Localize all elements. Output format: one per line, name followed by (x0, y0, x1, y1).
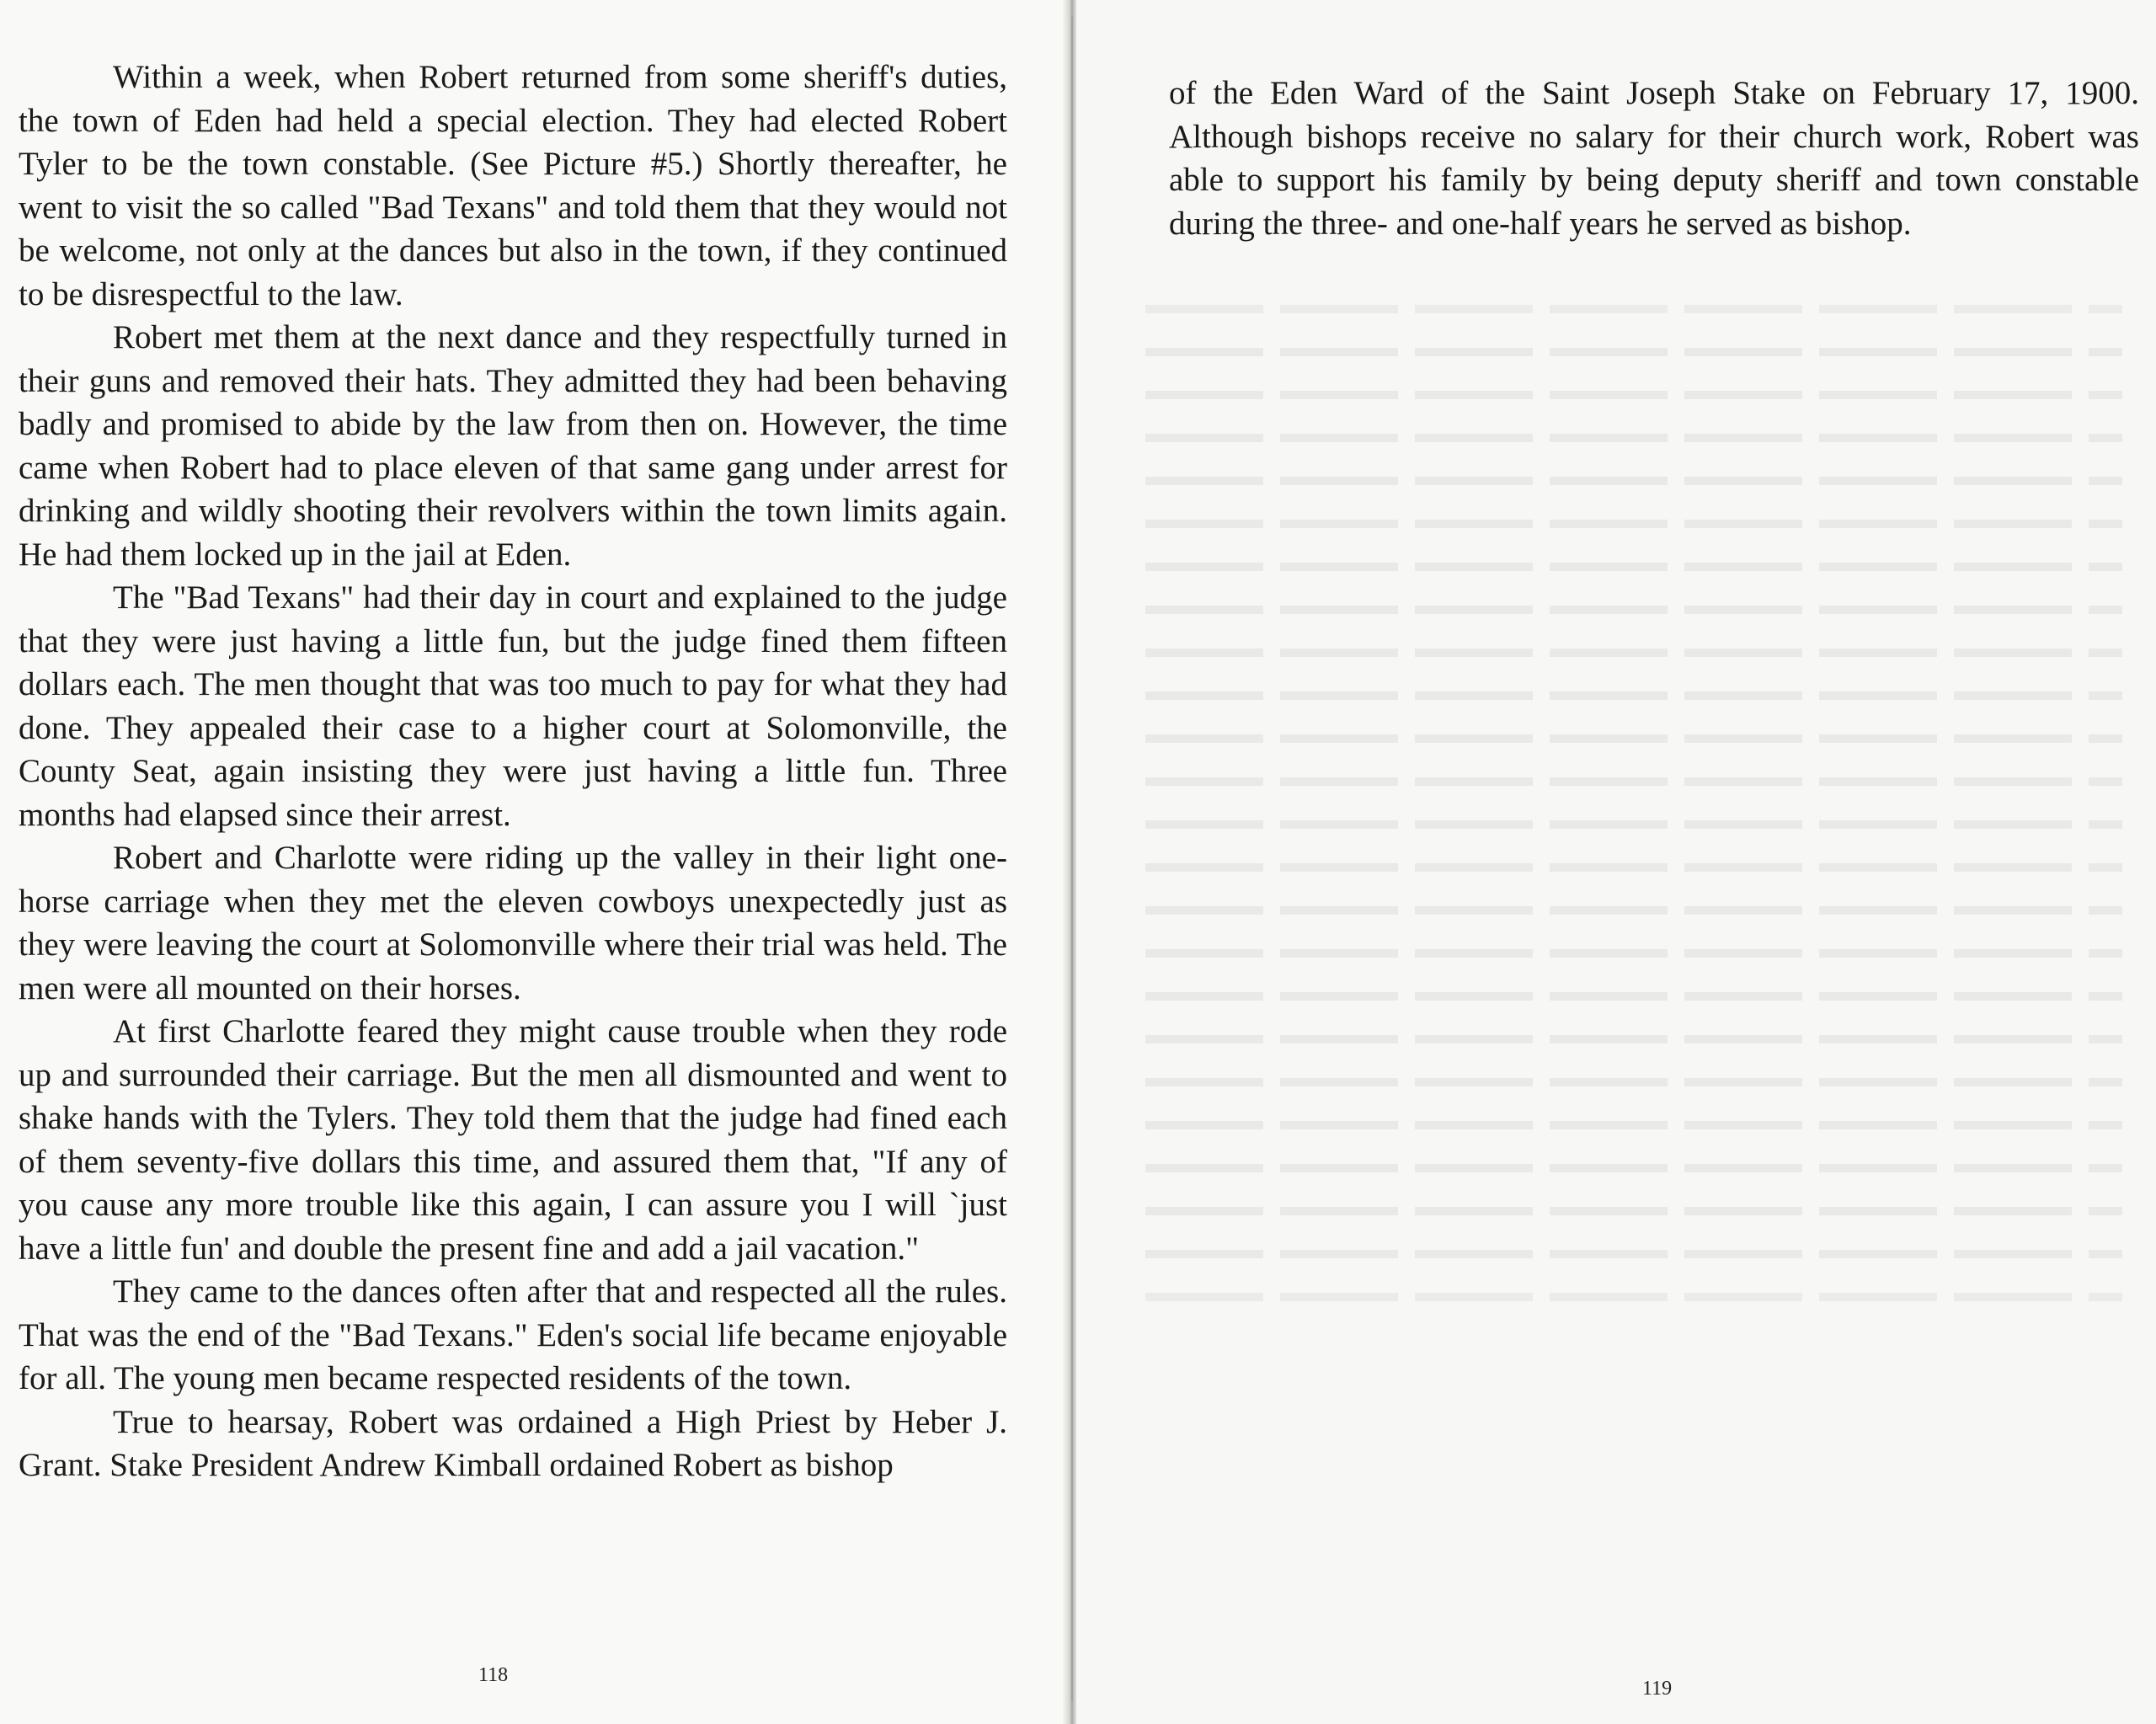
left-page-body (19, 56, 1007, 1487)
paragraph: Robert and Charlotte were riding up the valley in their light one-horse carriage when they met the eleven cowboys unexpectedly just as they were leaving the court at Solomonville where their trial was held. The men were all mounted on their horses. (19, 840, 1007, 1006)
right-page-body (1169, 72, 2139, 245)
paragraph: True to hearsay, Robert was ordained a High Priest by Heber J. Grant. Stake President Andrew Kimball ordained Robert as bishop (19, 1403, 1007, 1483)
paragraph: Robert met them at the next dance and they respectfully turned in their guns and removed their hats. They admitted they had been behaving badly and promised to abide by the law from then on. However, the time came when Robert had to place eleven of that same gang under arrest for drinking and wildly shooting their revolvers within the town limits again. He had them locked up in the jail at Eden. (19, 319, 1007, 573)
show-through-text (1145, 286, 2122, 1317)
paragraph: The "Bad Texans" had their day in court and explained to the judge that they were just having a little fun, but the judge fined them fifteen dollars each. The men thought that was too much to pay for what they had done. They appealed their case to a higher court at Solomonville, the County Seat, again insisting they were just having a little fun. Three months had elapsed since their arrest. (19, 579, 1007, 833)
paragraph: They came to the dances often after that and respected all the rules. That was the end of the "Bad Texans." Eden's social life became enjoyable for all. The young men became respected residents of the town. (19, 1273, 1007, 1396)
paragraph: At first Charlotte feared they might cause trouble when they rode up and surrounded their carriage. But the men all dismounted and went to shake hands with the Tylers. They told them that the judge had fined each of them seventy-five dollars this time, and assured them that, "If any of you cause any more trouble like this again, I can assure you I will `just have a little fun' and double the present fine and add a jail vacation." (19, 1013, 1007, 1267)
gutter-fold-line (1071, 17, 1073, 1701)
left-page (0, 0, 1068, 1724)
paragraph: Within a week, when Robert returned from some sheriff's duties, the town of Eden had held a special election. They had elected Robert Tyler to be the town constable. (See Picture #5.) Shortly thereafter, he went to visit the so called "Bad Texans" and told them that they would not be welcome, not only at the dances but also in the town, if they continued to be disrespectful to the law. (19, 59, 1007, 312)
page-number-left: 118 (478, 1664, 509, 1686)
page-number-right: 119 (1642, 1678, 1673, 1700)
paragraph: of the Eden Ward of the Saint Joseph Stake on February 17, 1900. Although bishops receive no salary for their church work, Robert was able to support his family by being deputy sheriff and town constable during the three- and one-half years he served as bishop. (1169, 75, 2139, 242)
